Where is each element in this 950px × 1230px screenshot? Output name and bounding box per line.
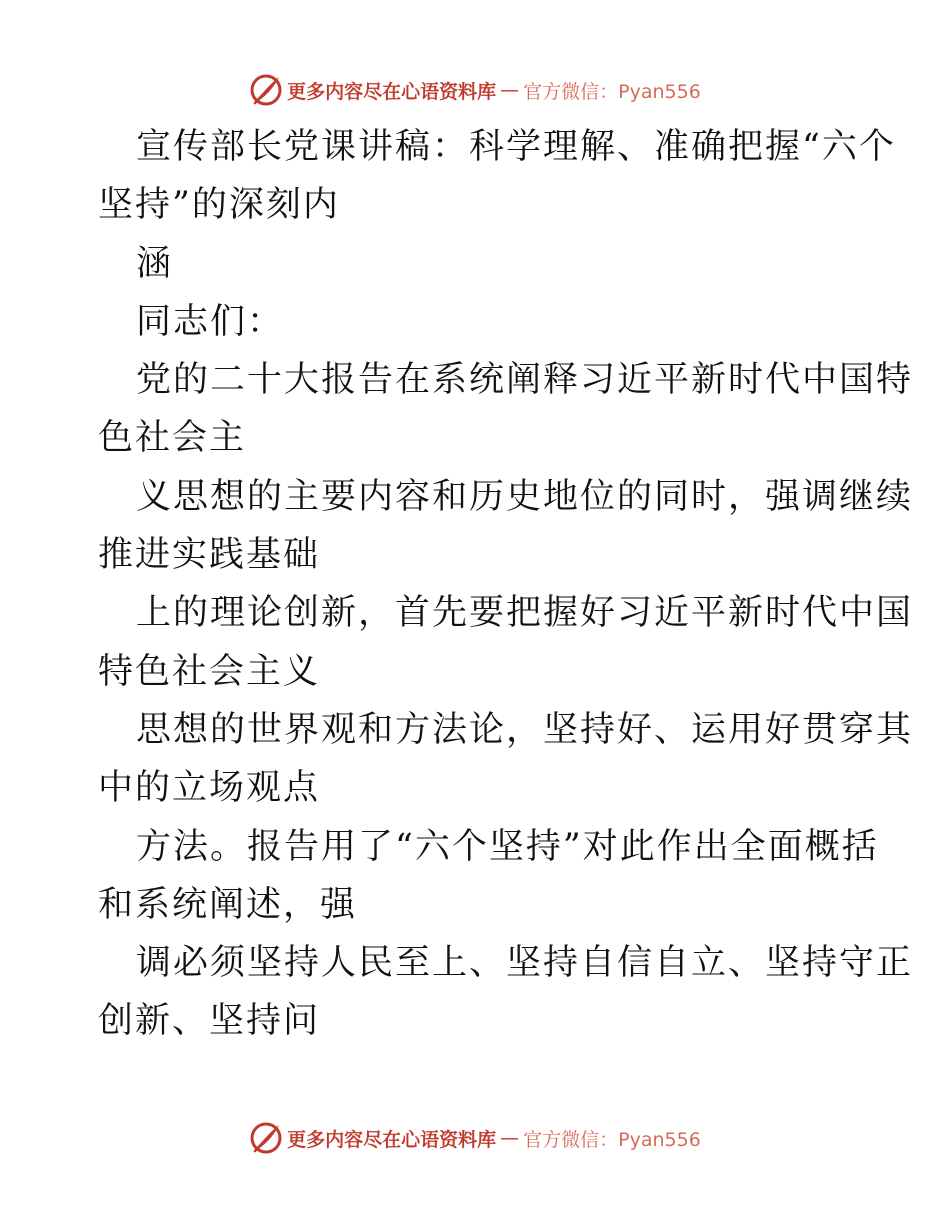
document-body	[98, 118, 914, 1051]
paragraph-line: 义思想的主要内容和历史地位的同时，强调继续	[136, 476, 914, 517]
footer-banner	[0, 1118, 950, 1158]
paragraph-line: 推进实践基础	[98, 535, 321, 576]
banner-separator: —	[500, 1127, 520, 1149]
paragraph-line: 色社会主	[98, 418, 247, 459]
banner-contact: 官方微信：Pyan556	[523, 80, 701, 103]
banner-title: 更多内容尽在心语资料库	[287, 80, 497, 103]
quill-pen-logo-icon	[249, 1121, 283, 1155]
banner-contact: 官方微信：Pyan556	[523, 1128, 701, 1151]
header-banner	[0, 70, 950, 110]
title-line-1: 宣传部长党课讲稿：科学理解、准确把握“六个	[136, 127, 896, 167]
paragraph-line: 思想的世界观和方法论，坚持好、运用好贯穿其	[136, 709, 914, 750]
banner-separator: —	[500, 79, 520, 101]
paragraph-line: 创新、坚持问	[98, 1001, 321, 1042]
paragraph-line: 特色社会主义	[98, 651, 321, 692]
paragraph-line: 党的二十大报告在系统阐释习近平新时代中国特	[136, 360, 914, 401]
banner-title: 更多内容尽在心语资料库	[287, 1128, 497, 1151]
paragraph-line: 上的理论创新，首先要把握好习近平新时代中国	[136, 593, 914, 634]
title-line-3: 涵	[136, 243, 174, 284]
paragraph-line: 中的立场观点	[98, 768, 321, 809]
paragraph-line: 方法。报告用了“六个坚持”对此作出全面概括	[136, 826, 879, 867]
paragraph-line: 调必须坚持人民至上、坚持自信自立、坚持守正	[136, 943, 914, 984]
quill-pen-logo-icon	[249, 73, 283, 107]
paragraph-line: 和系统阐述，强	[98, 884, 358, 925]
salutation: 同志们：	[136, 301, 285, 342]
title-line-2: 坚持”的深刻内	[98, 185, 340, 226]
